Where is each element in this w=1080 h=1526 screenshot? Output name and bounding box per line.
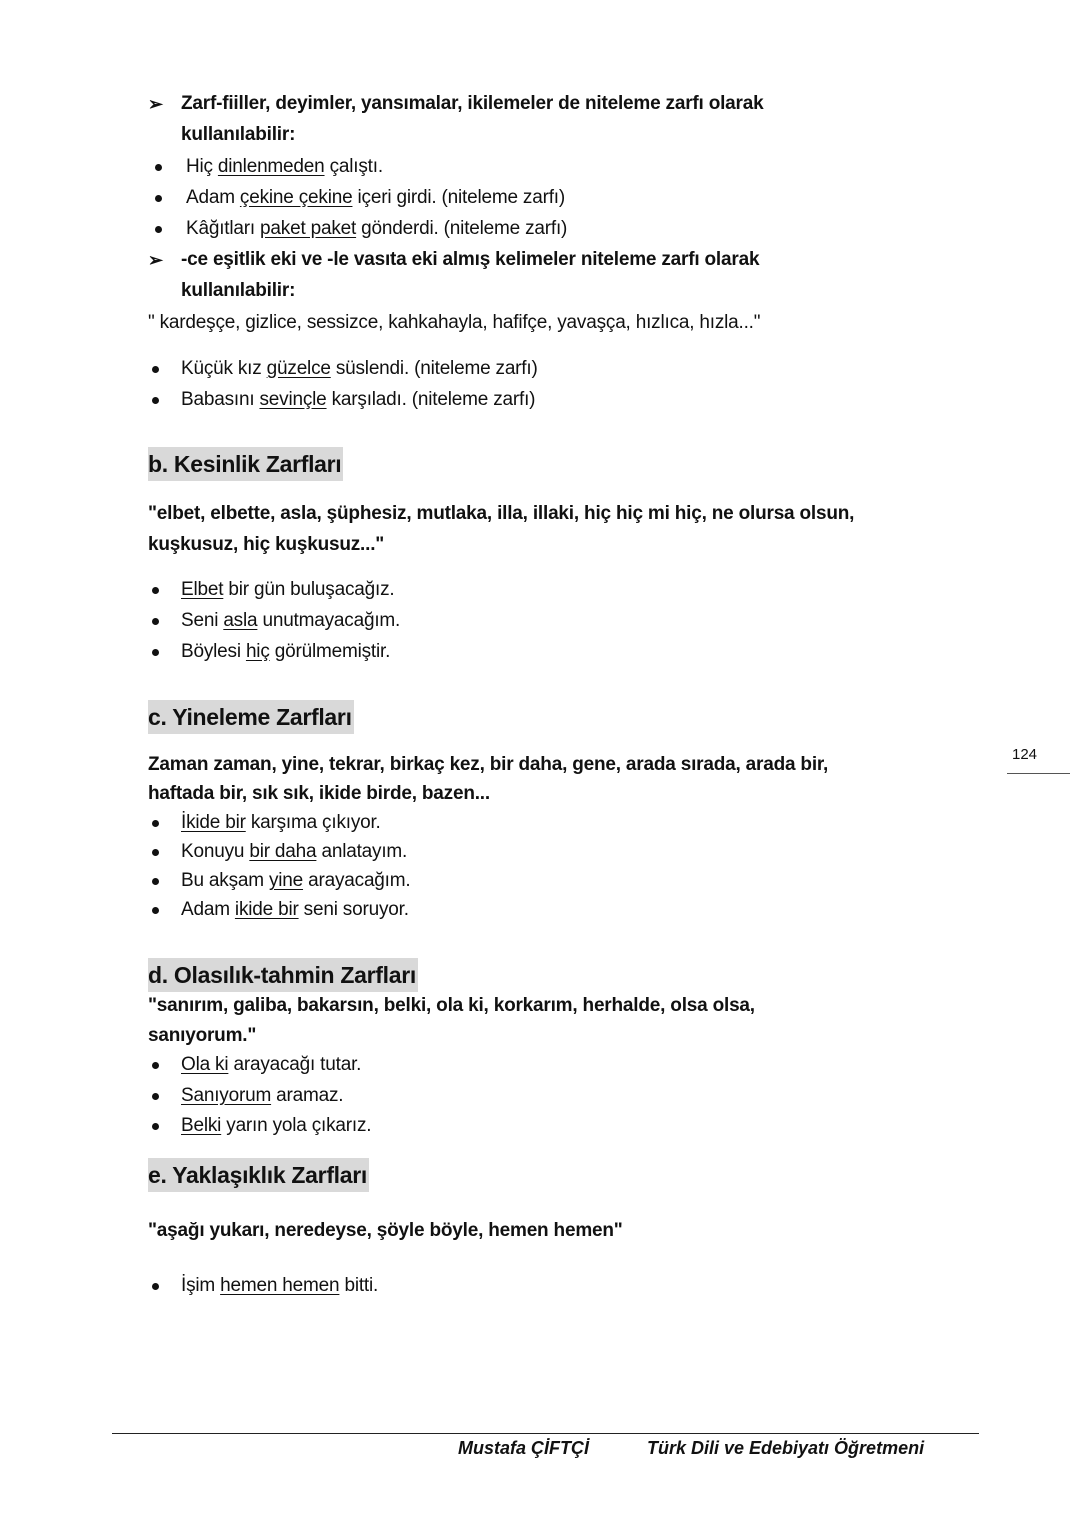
underlined-adverb: güzelce (266, 358, 331, 379)
example-words: sanıyorum." (148, 1025, 257, 1046)
underlined-adverb: İkide bir (181, 812, 246, 833)
underlined-adverb: Elbet (181, 579, 224, 600)
bullet-icon (152, 878, 159, 885)
item-text: aramaz. (271, 1085, 344, 1106)
item-text: bitti. (339, 1275, 379, 1296)
item-text: Konuyu (181, 841, 250, 862)
section-heading: d. Olasılık-tahmin Zarfları (148, 958, 418, 992)
underlined-adverb: hiç (245, 641, 270, 662)
item-text: Küçük kız (181, 358, 267, 379)
footer-divider (112, 1433, 979, 1434)
page-number: 124 (1012, 746, 1038, 763)
list-item (186, 186, 565, 210)
section-heading: b. Kesinlik Zarfları (148, 447, 343, 481)
bullet-icon (152, 649, 159, 656)
item-text: Hiç (186, 156, 218, 177)
item-text: yarın yola çıkarız. (221, 1115, 372, 1136)
list-item (181, 898, 409, 922)
bullet-icon (152, 849, 159, 856)
underlined-adverb: Ola ki (181, 1054, 229, 1075)
bullet-icon (152, 1093, 159, 1100)
bullet-icon (152, 907, 159, 914)
footer-author: Mustafa ÇİFTÇİ (458, 1438, 590, 1458)
item-text: Babasını (181, 389, 260, 410)
list-item (181, 1274, 378, 1298)
item-text: Kâğıtları (186, 218, 261, 239)
item-text: unutmayacağım. (257, 610, 401, 631)
bullet-icon (152, 1123, 159, 1130)
underlined-adverb: yine (268, 870, 304, 891)
underlined-adverb: Sanıyorum (181, 1085, 272, 1106)
footer-role: Türk Dili ve Edebiyatı Öğretmeni (647, 1438, 925, 1458)
list-item (181, 811, 381, 835)
underlined-adverb: paket paket (260, 218, 357, 239)
list-item (181, 357, 538, 381)
item-text: arayacağı tutar. (228, 1054, 362, 1075)
item-text: bir gün buluşacağız. (223, 579, 395, 600)
bullet-icon (152, 618, 159, 625)
list-item (181, 388, 535, 412)
rule-text: -ce eşitlik eki ve -le vasıta eki almış kelimeler niteleme zarfı olarak (181, 249, 760, 270)
example-words: haftada bir, sık sık, ikide birde, bazen... (148, 783, 490, 804)
item-text: karşıladı. (niteleme zarfı) (326, 389, 536, 410)
list-item (186, 217, 567, 241)
list-item (181, 840, 407, 864)
bullet-icon (152, 1062, 159, 1069)
rule-text: kullanılabilir: (181, 124, 296, 145)
list-item (181, 640, 390, 664)
bullet-icon (152, 587, 159, 594)
item-text: süslendi. (niteleme zarfı) (330, 358, 538, 379)
item-text: anlatayım. (316, 841, 408, 862)
arrow-bullet-icon: ➢ (148, 250, 164, 270)
bullet-icon (152, 820, 159, 827)
section-heading: c. Yineleme Zarfları (148, 700, 354, 734)
underlined-adverb: sevinçle (259, 389, 327, 410)
underlined-adverb: ikide bir (234, 899, 299, 920)
page-number-divider (1007, 773, 1070, 774)
item-text: çalıştı. (324, 156, 383, 177)
item-text: Bu akşam (181, 870, 269, 891)
underlined-adverb: bir daha (249, 841, 317, 862)
item-text: seni soruyor. (298, 899, 409, 920)
list-item (181, 869, 410, 893)
bullet-icon (152, 397, 159, 404)
underlined-adverb: Belki (181, 1115, 222, 1136)
item-text: karşıma çıkıyor. (245, 812, 381, 833)
example-words: " kardeşçe, gizlice, sessizce, kahkahayla, hafifçe, yavaşça, hızlıca, hızla..." (148, 312, 761, 333)
list-item (181, 1084, 343, 1108)
bullet-icon (155, 195, 162, 202)
item-text: İşim (181, 1275, 221, 1296)
rule-text: Zarf-fiiller, deyimler, yansımalar, ikilemeler de niteleme zarfı olarak (181, 93, 764, 114)
underlined-adverb: asla (223, 610, 258, 631)
item-text: Seni (181, 610, 224, 631)
underlined-adverb: dinlenmeden (217, 156, 325, 177)
arrow-bullet-icon: ➢ (148, 94, 164, 114)
rule-text: kullanılabilir: (181, 280, 296, 301)
example-words: Zaman zaman, yine, tekrar, birkaç kez, bir daha, gene, arada sırada, arada bir, (148, 754, 829, 775)
example-words: "elbet, elbette, asla, şüphesiz, mutlaka, illa, illaki, hiç hiç mi hiç, ne olursa olsun, (148, 503, 855, 524)
item-text: Adam (186, 187, 240, 208)
list-item (181, 1053, 361, 1077)
item-text: Adam (181, 899, 235, 920)
underlined-adverb: çekine çekine (239, 187, 353, 208)
bullet-icon (155, 164, 162, 171)
item-text: arayacağım. (303, 870, 411, 891)
example-words: "sanırım, galiba, bakarsın, belki, ola ki, korkarım, herhalde, olsa olsa, (148, 995, 755, 1016)
underlined-adverb: hemen hemen (220, 1275, 340, 1296)
example-words: "aşağı yukarı, neredeyse, şöyle böyle, hemen hemen" (148, 1220, 623, 1241)
bullet-icon (152, 366, 159, 373)
list-item (181, 578, 394, 602)
bullet-icon (152, 1283, 159, 1290)
section-heading: e. Yaklaşıklık Zarfları (148, 1158, 369, 1192)
example-words: kuşkusuz, hiç kuşkusuz..." (148, 534, 385, 555)
item-text: Böylesi (181, 641, 246, 662)
list-item (186, 155, 383, 179)
bullet-icon (155, 226, 162, 233)
item-text: gönderdi. (niteleme zarfı) (356, 218, 568, 239)
item-text: içeri girdi. (niteleme zarfı) (352, 187, 566, 208)
list-item (181, 609, 400, 633)
list-item (181, 1114, 371, 1138)
item-text: görülmemiştir. (269, 641, 391, 662)
